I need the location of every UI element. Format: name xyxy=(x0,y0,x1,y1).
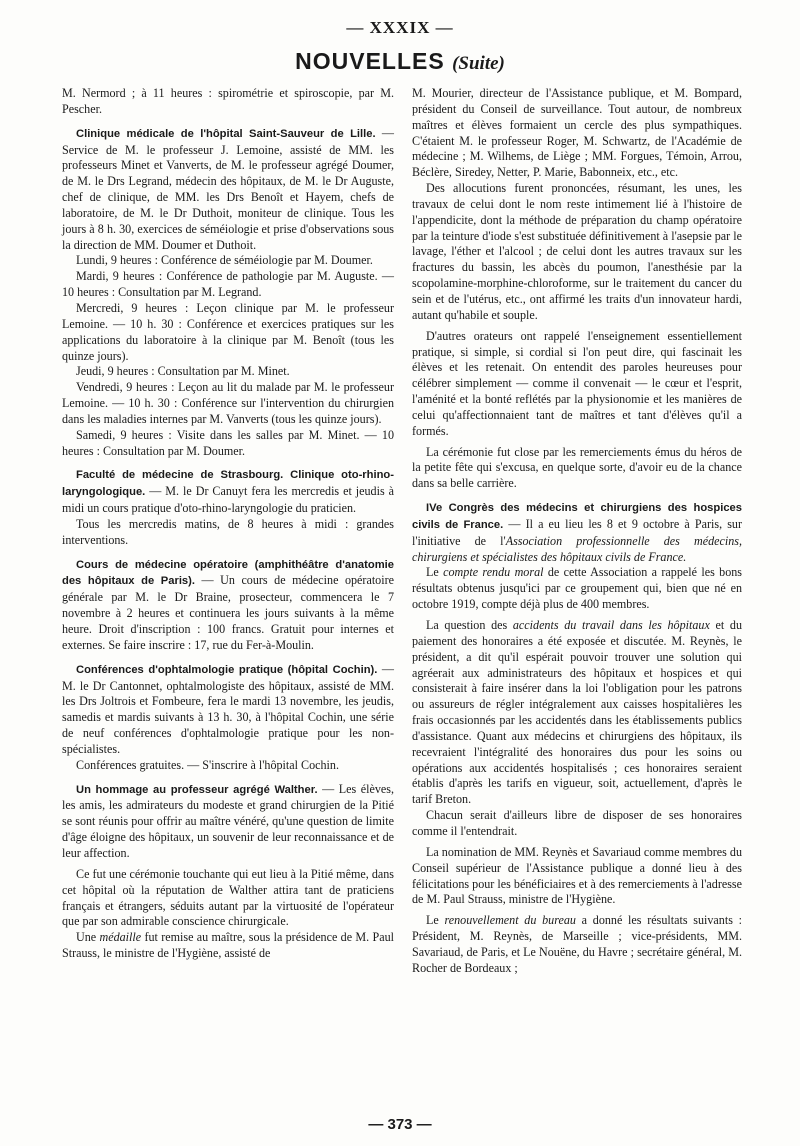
text-accidents-italic: accidents du travail dans les hôpitaux xyxy=(512,618,710,632)
paragraph-compte-rendu xyxy=(412,565,742,613)
text-lille: — Service de M. le professeur J. Lemoine, assisté de MM. les professeurs Minet et Vanverts, de M. le professeur agrégé Doumer, de M. le Drs Legrand, médecin des hôpitaux, de M. le Dr Auguste, chef de clinique, de MM. les Drs Benoît et Hayem, chefs de laboratoire, de M. le Dr Duthoit, moniteur de clinique. Tous les jours à 8 h. 30, exercices de séméiologie et prise d'observations sous la direction de MM. Doumer et Duthoit. xyxy=(62,125,394,252)
text-compte-a: Le xyxy=(426,565,444,580)
text-medaille-italic: médaille xyxy=(99,930,142,945)
section-title-main: NOUVELLES xyxy=(295,48,445,74)
paragraph-nomination: La nomination de MM. Reynès et Savariaud comme membres du Conseil supérieur de l'Assistance publique a donné lieu à des félicitations pour les bénéficiaires et à des remerciements à l'adresse de M. Paul Strauss, ministre de l'Hygiène. xyxy=(412,844,742,907)
text-bureau-b: a donné les résultats suivants : Président, M. Reynès, de Marseille ; vice-présidents, MM. Savariaud, de Paris, et Le Nouëne, du Havre ; secrétaire général, M. Rocher de Bordeaux ; xyxy=(412,913,742,975)
paragraph-intro: M. Nermord ; à 11 heures : spirométrie et spiroscopie, par M. Pescher. xyxy=(62,86,394,116)
paragraph-operatoire xyxy=(62,557,394,654)
paragraph-hommage xyxy=(62,782,394,862)
paragraph-jeudi: Jeudi, 9 heures : Consultation par M. Minet. xyxy=(76,364,290,379)
paragraph-lille xyxy=(62,126,394,254)
text-medaille-a: Une xyxy=(76,930,100,945)
paragraph-accidents xyxy=(412,618,742,808)
text-congres-a: — Il a eu lieu les 8 et 9 octobre à Paris, sur l'initiative de l' xyxy=(412,516,742,548)
text-hommage: — Les élèves, les amis, les admirateurs du modeste et grand chirurgien de la Pitié se sont réunis pour offrir au maître vénéré, qu'une question de limite d'âge éloigne des hôpitaux, un souvenir de leur reconnaissance et de leur affection. xyxy=(62,781,394,860)
text-operatoire: — Un cours de médecine opératoire générale par M. le Dr Braine, prosecteur, commencera le 7 novembre à 2 heures et continuera les jours suivants à la même heure. Droit d'inscription : 100 francs. Gratuit pour internes et externes. Se faire inscrire : 17, rue du Fer-à-Moulin. xyxy=(62,573,394,652)
paragraph-ceremonie: Ce fut une cérémonie touchante qui eut lieu à la Pitié même, dans cet hôpital où la réputation de Walther attira tant de praticiens français et étrangers, séduits autant par la virtuosité de l'opérateur que par son admirable conscience chirurgicale. xyxy=(62,866,394,929)
paragraph-close: La cérémonie fut close par les remerciements émus du héros de la petite fête qui s'excusa, en quelque sorte, d'avoir eu de la chance dans sa belle carrière. xyxy=(412,444,742,491)
heading-hommage: Un hommage au professeur agrégé Walther. xyxy=(76,783,318,796)
paragraph-congres xyxy=(412,500,742,565)
text-accidents-a: La question des xyxy=(426,618,513,632)
text-bureau-a: Le xyxy=(426,913,445,928)
page-number: — 373 — xyxy=(368,1116,432,1133)
heading-congres: IVe Congrès des médecins et chirurgiens des hospices civils de France. xyxy=(412,502,742,531)
paragraph-vendredi: Vendredi, 9 heures : Leçon au lit du malade par M. le professeur Lemoine. — 10 h. 30 : Conférence sur l'intervention du chirurgien dans les maladies internes par M. Vanverts (tous les quinze jours). xyxy=(62,380,394,426)
paragraph-lundi: Lundi, 9 heures : Conférence de séméiologie par M. Doumer. xyxy=(76,253,373,268)
paragraph-mardi: Mardi, 9 heures : Conférence de pathologie par M. Auguste. — 10 heures : Consultation par M. Legrand. xyxy=(62,269,394,300)
text-congres-italic: Association professionnelle des médecins, chirurgiens et spécialistes des hôpitaux civils de France. xyxy=(412,533,742,564)
text-compte-italic: compte rendu moral xyxy=(443,565,544,580)
text-ophtalmo: — M. le Dr Cantonnet, ophtalmologiste des hôpitaux, assisté de MM. les Drs Joltrois et Fombeure, fera le mardi 13 novembre, les jeudis, samedis et mardis suivants à 13 h. 30, à l'hôpital Cochin, une série de neuf conférences d'ophtalmologie pratique pour les non-spécialistes. xyxy=(62,661,394,756)
heading-lille: Clinique médicale de l'hôpital Saint-Sauveur de Lille. xyxy=(76,127,376,140)
text-bureau-italic: renouvellement du bureau xyxy=(444,913,576,928)
right-column xyxy=(412,86,742,977)
paragraph-ophtalmo xyxy=(62,662,394,758)
text-compte-b: de cette Association a rappelé les bons résultats obtenus jusqu'ici par ce groupement qui, bien que né en octobre 1919, compte déjà plus de 400 membres. xyxy=(412,565,743,612)
paragraph-mercredi: Mercredi, 9 heures : Leçon clinique par M. le professeur Lemoine. — 10 h. 30 : Conférence et exercices pratiques sur les applications du laboratoire à la clinique par M. Benoît (tous les quinze jours). xyxy=(62,300,394,363)
text-strasbourg: — M. le Dr Canuyt fera les mercredis et jeudis à midi un cours pratique d'oto-rhino-laryngologie du praticien. xyxy=(62,484,394,516)
paragraph-mourier: M. Mourier, directeur de l'Assistance publique, et M. Bompard, président du Conseil de surveillance. Tout autour, de nombreux maîtres et élèves formaient un cercle des plus sympathiques. C'étaient M. le professeur Roger, M. Schwartz, de l'Académie de médecine ; M. Wilhems, de Liège ; MM. Forgues, Témoin, Arrou, Béclère, Siredey, Netter, P. Marie, Babonneix, etc., etc. xyxy=(412,86,742,180)
paragraph-chacun: Chacun serait d'ailleurs libre de disposer de ses honoraires comme il l'entendrait. xyxy=(412,808,742,838)
paragraph-bureau xyxy=(412,913,742,976)
paragraph-samedi: Samedi, 9 heures : Visite dans les salles par M. Minet. — 10 heures : Consultation par M. Doumer. xyxy=(62,427,394,458)
section-title-suite: (Suite) xyxy=(452,53,505,74)
text-medaille-b: fut remise au maître, sous la présidence de M. Paul Strauss, le ministre de l'Hygiène, assisté de xyxy=(62,930,395,961)
heading-strasbourg: Faculté de médecine de Strasbourg. Clinique oto-rhino-laryngologique. xyxy=(62,469,394,499)
paragraph-strasbourg-2: Tous les mercredis matins, de 8 heures à midi : grandes interventions. xyxy=(62,516,394,547)
paragraph-allocutions: Des allocutions furent prononcées, résumant, les unes, les travaux de celui dont le nom reste intimement lié à l'histoire de l'appendicite, dont la méthode de préparation du champ opératoire par la teinture d'iode s'est substituée définitivement à l'asepsie par le lavage, l'éther et l'alcool ; de celui dont les autres travaux sur les fractures du bassin, les abcès du poumon, l'anesthésie par la scopolamine-morphine-chloroforme, sur le traitement du cancer du sein et de l'utérus, etc., ont affirmé les traits d'un innovateur hardi, autant qu'habile et souple. xyxy=(412,181,742,322)
paragraph-strasbourg xyxy=(62,467,394,517)
paragraph-medaille xyxy=(62,930,394,962)
paragraph-orateurs: D'autres orateurs ont rappelé l'enseignement essentiellement pratique, si simple, si cordial si l'on peut dire, qui fascinait les élèves et les retenait. On entendit des paroles heureuses pour célébrer simplement — comme il convenait — le cœur et l'esprit, l'aménité et la bonté reflétés par la physionomie et les manières de celui qu'affectionnaient tant de maîtres et tant d'élèves qu'il a formés. xyxy=(412,328,742,438)
left-column xyxy=(62,86,394,962)
heading-ophtalmo: Conférences d'ophtalmologie pratique (hôpital Cochin). xyxy=(76,663,378,676)
paragraph-ophtalmo-2: Conférences gratuites. — S'inscrire à l'hôpital Cochin. xyxy=(76,757,339,772)
page-roman-numeral: — XXXIX — xyxy=(346,18,454,37)
text-accidents-b: et du paiement des honoraires a été exposée et discutée. M. Reynès, le président, a dit qu'il espérait pouvoir trouver une solution qui agréerait aux administrateurs des hôpitaux et hospices et qui consisterait à faire insérer dans la loi l'obligation pour les patrons ou assureurs de régler intégralement aux caisses hospitalières les frais occasionnés par les accidentés dans les établissements publics d'assistance. Quant aux médecins et chirurgiens des hôpitaux, ils recevraient l'intégralité des honoraires dus pour les soins ou opérations aux accidentés hospitalisés ; ces honoraires seraient établis d'après les tarifs en vigueur, soit, actuellement, d'après le tarif Breton. xyxy=(412,618,743,807)
heading-operatoire: Cours de médecine opératoire (amphithéâtre d'anatomie des hôpitaux de Paris). xyxy=(62,558,394,588)
section-title xyxy=(0,48,800,75)
